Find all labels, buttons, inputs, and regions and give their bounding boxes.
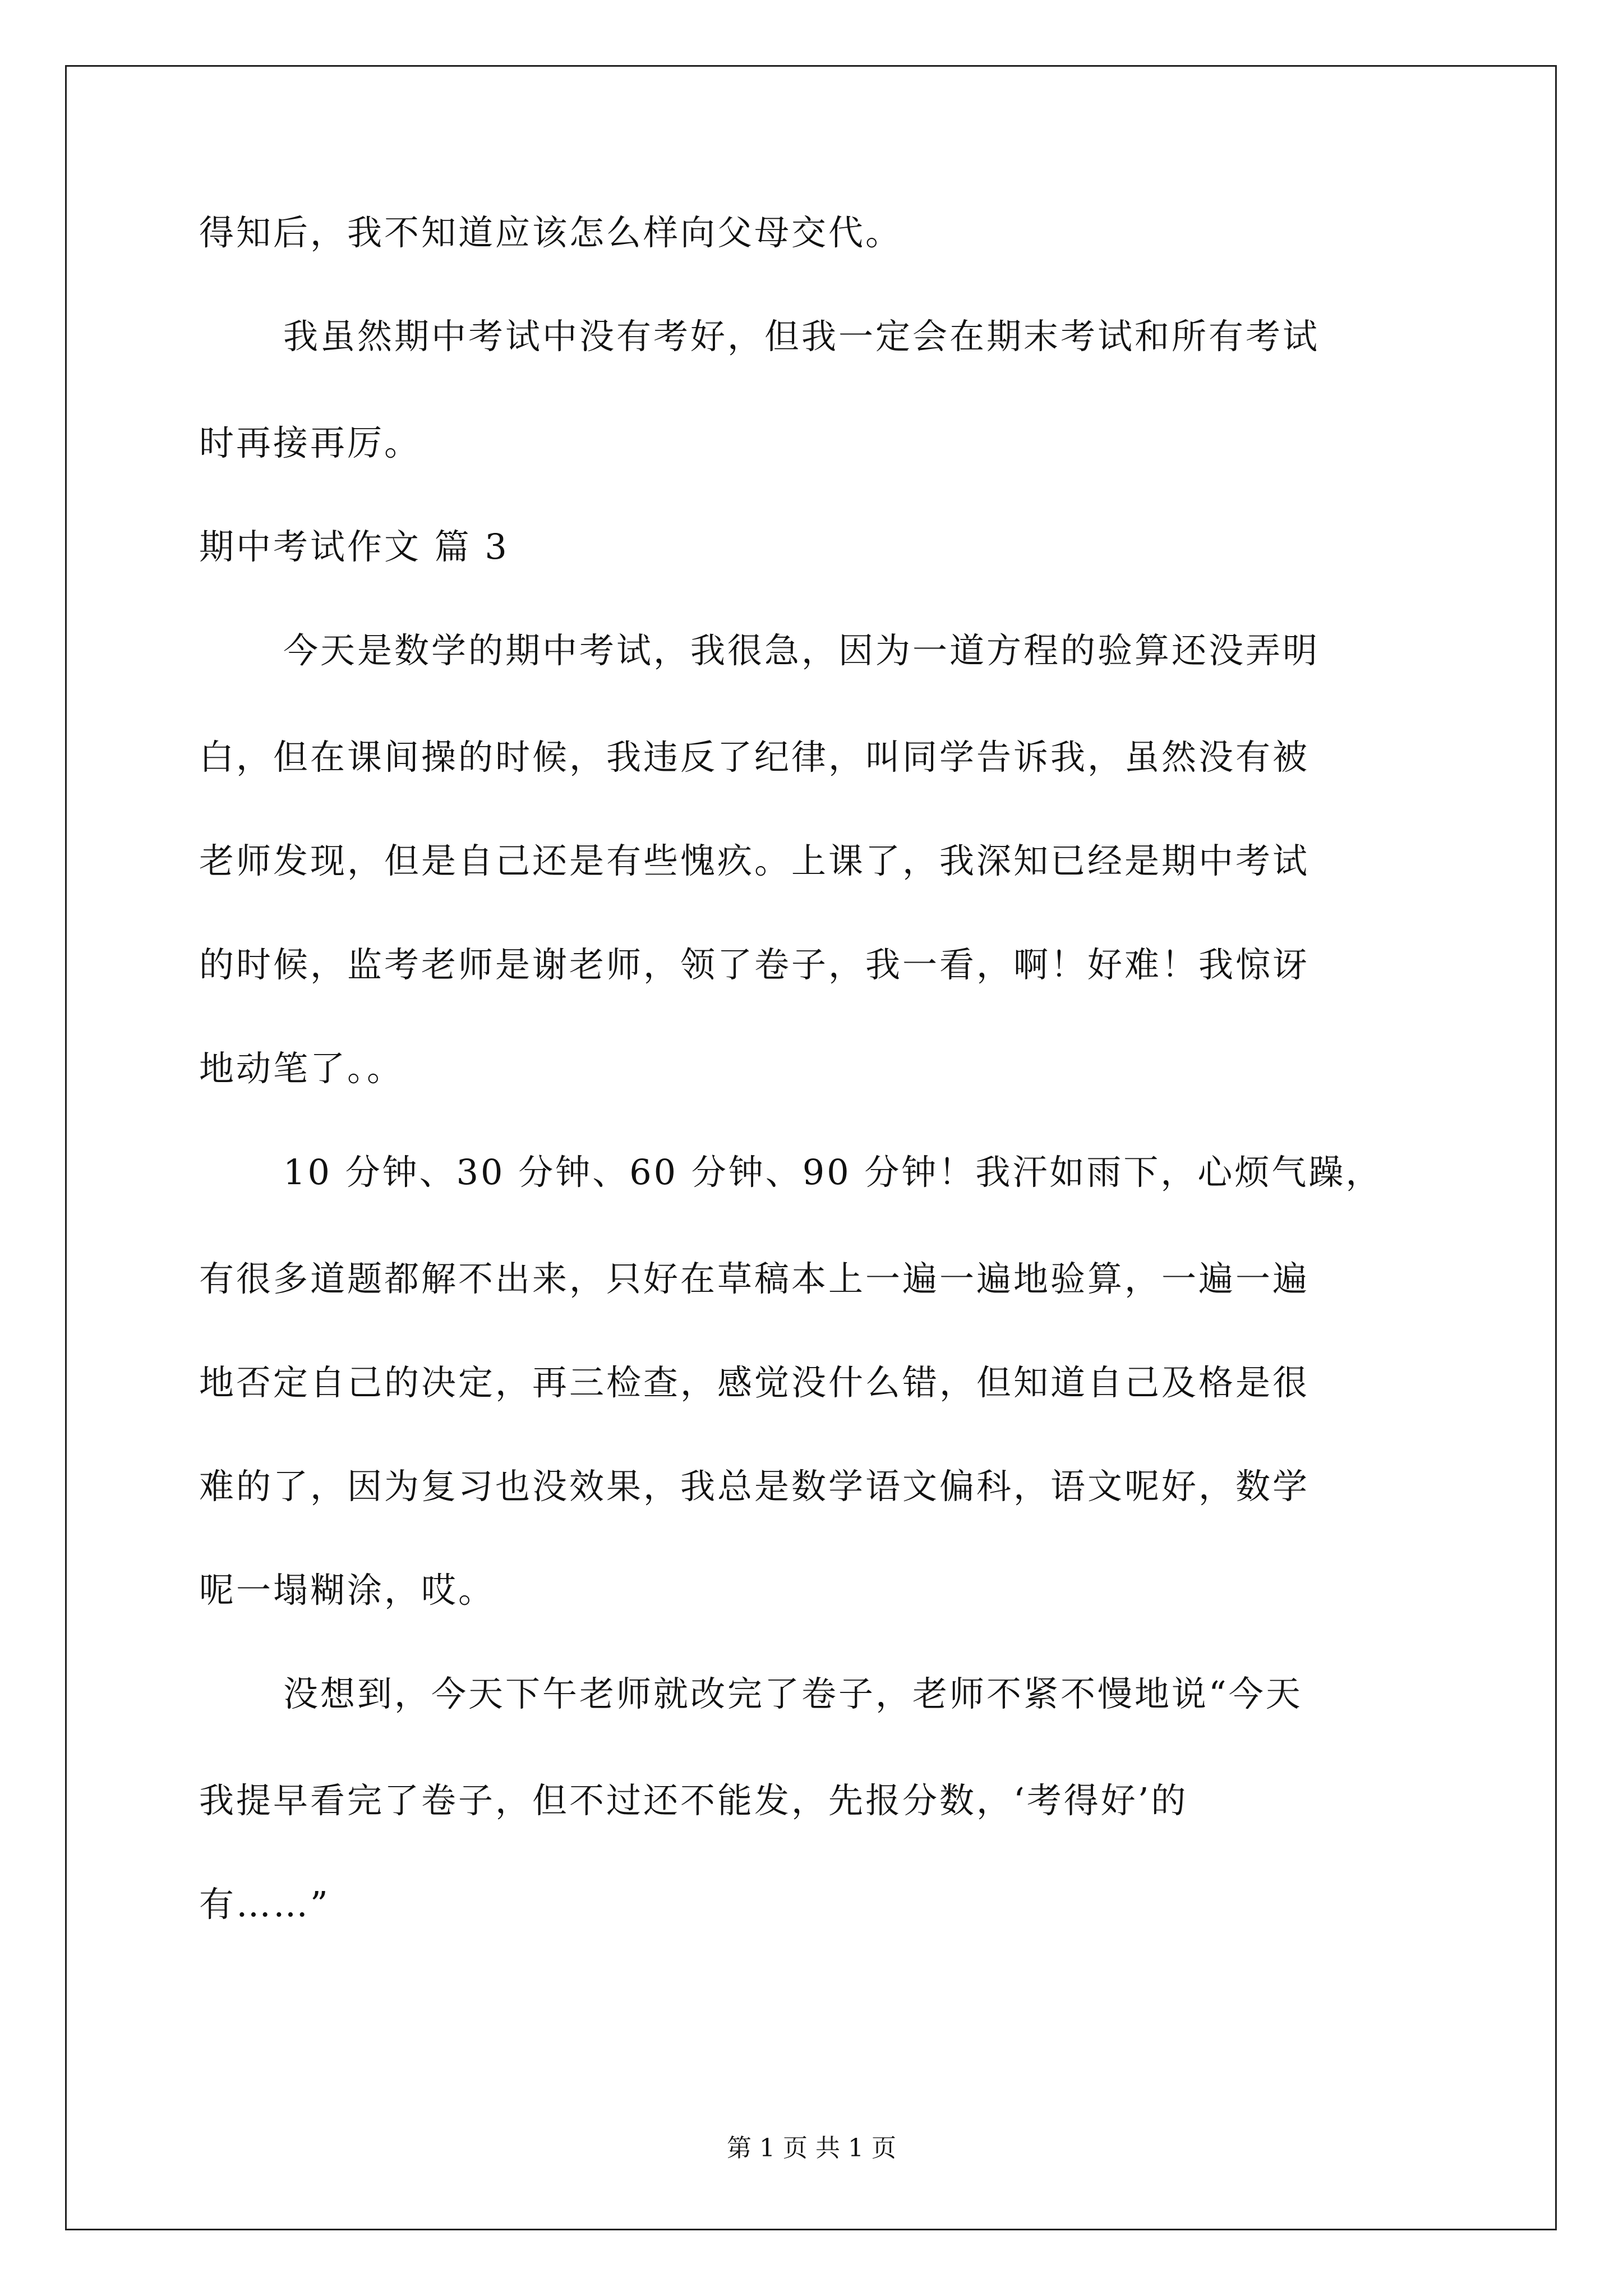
text-line: 的时候，监考老师是谢老师，领了卷子，我一看，啊！好难！我惊讶 — [199, 944, 1310, 985]
text-line: 有很多道题都解不出来，只好在草稿本上一遍一遍地验算，一遍一遍 — [199, 1258, 1310, 1299]
text-line: 得知后，我不知道应该怎么样向父母交代。 — [199, 212, 903, 253]
text-line: 我提早看完了卷子，但不过还不能发，先报分数，‘考得好’的 — [199, 1780, 1188, 1821]
paragraph-first-line: 今天是数学的期中考试，我很急，因为一道方程的验算还没弄明 — [283, 630, 1320, 671]
paragraph-first-line: 我虽然期中考试中没有考好，但我一定会在期末考试和所有考试 — [283, 316, 1320, 357]
text-line: 时再接再厉。 — [199, 422, 422, 463]
text-line: 有……” — [199, 1884, 330, 1925]
section-heading: 期中考试作文 篇 3 — [199, 526, 509, 567]
paragraph-first-line: 没想到，今天下午老师就改完了卷子，老师不紧不慢地说“今天 — [283, 1673, 1303, 1714]
page-number-footer: 第 1 页 共 1 页 — [727, 2134, 896, 2162]
text-line: 白，但在课间操的时候，我违反了纪律，叫同学告诉我，虽然没有被 — [199, 737, 1310, 777]
text-line: 老师发现，但是自己还是有些愧疚。上课了，我深知已经是期中考试 — [199, 840, 1310, 881]
text-line: 地否定自己的决定，再三检查，感觉没什么错，但知道自己及格是很 — [199, 1362, 1310, 1403]
text-line: 呢一塌糊涂，哎。 — [199, 1570, 496, 1611]
text-line: 难的了，因为复习也没效果，我总是数学语文偏科，语文呢好，数学 — [199, 1466, 1310, 1507]
text-line: 地动笔了。。 — [199, 1048, 404, 1089]
paragraph-first-line: 10 分钟、30 分钟、60 分钟、90 分钟！我汗如雨下，心烦气躁， — [283, 1152, 1383, 1193]
